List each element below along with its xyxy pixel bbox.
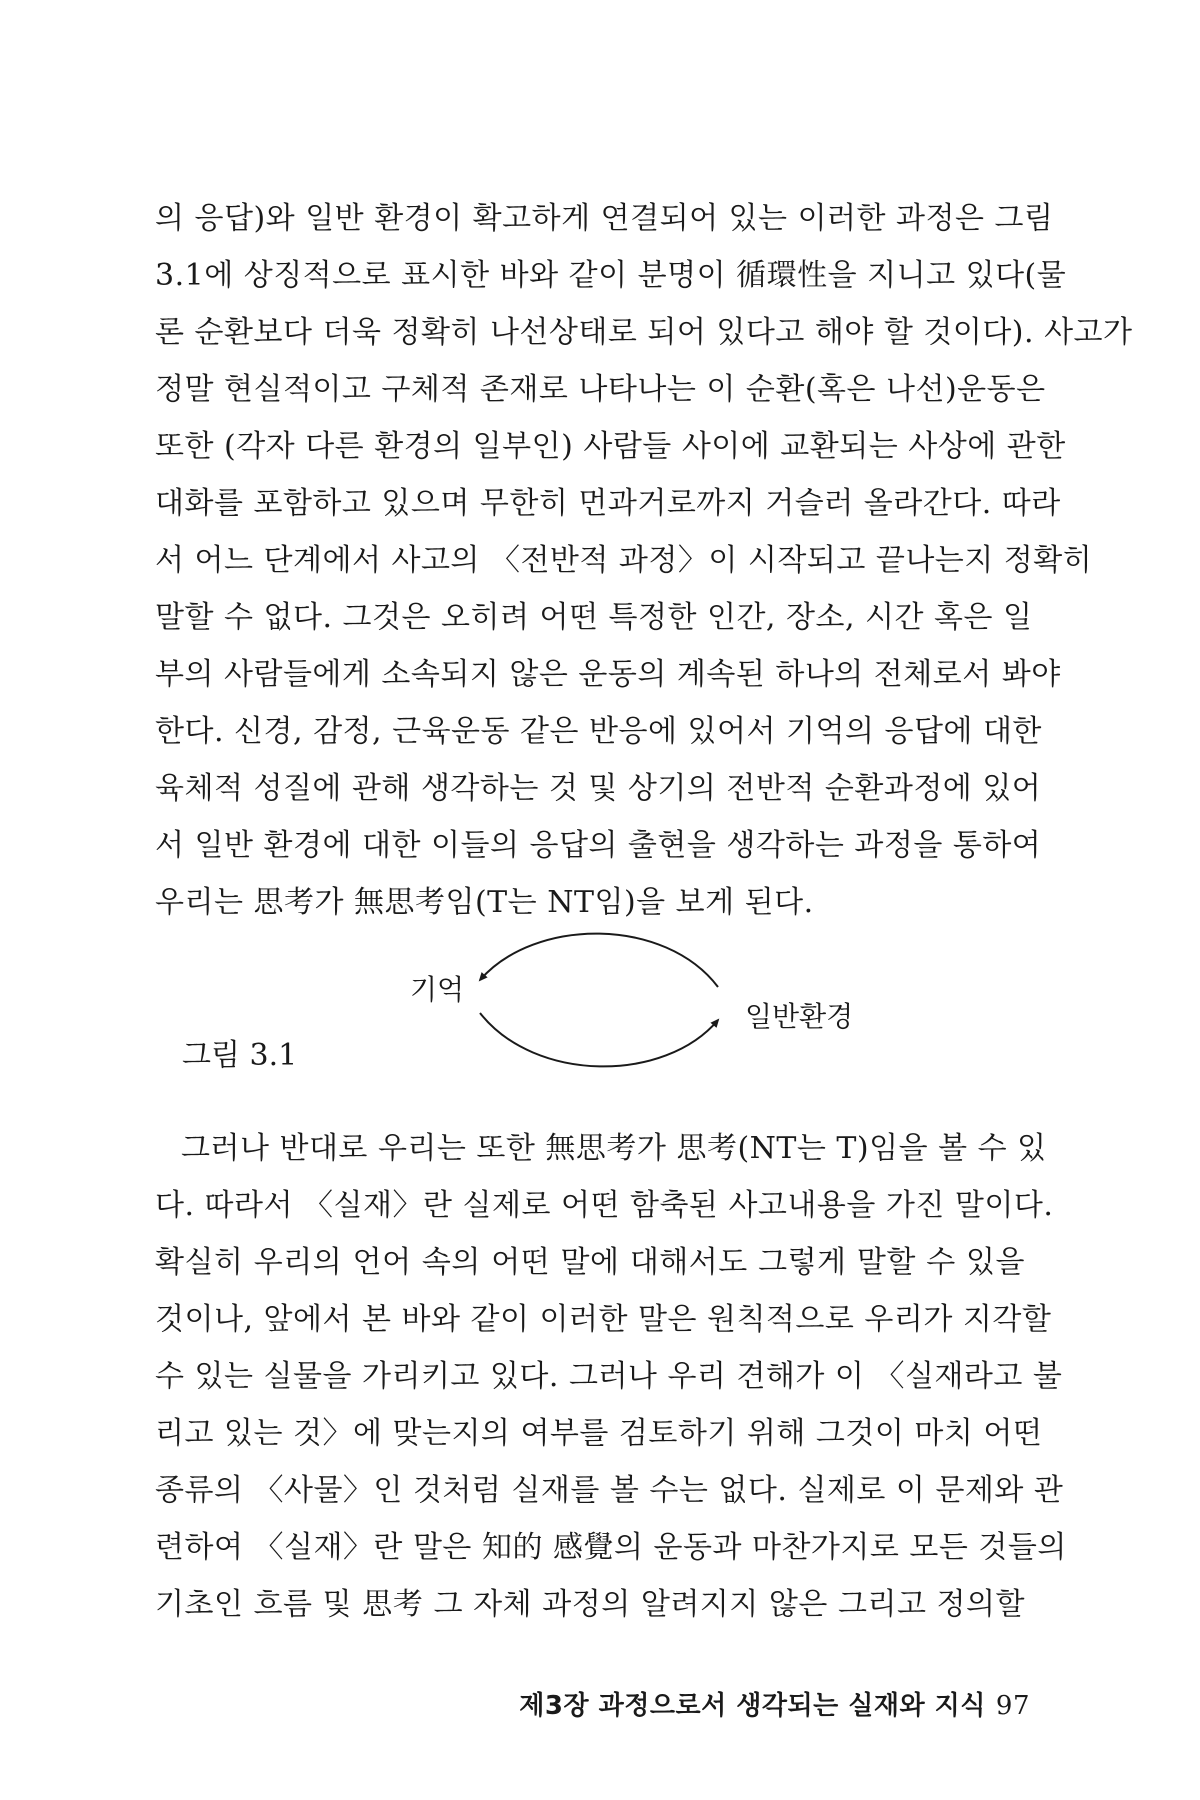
figure-caption: 그림 3.1 xyxy=(182,1038,298,1073)
text-line: 련하여 〈실재〉란 말은 知的 感覺의 운동과 마찬가지로 모든 것들의 xyxy=(155,1530,1067,1565)
text-line: 론 순환보다 더욱 정확히 나선상태로 되어 있다고 해야 할 것이다). 사고가 xyxy=(155,315,1133,350)
paragraph-2 xyxy=(155,1120,1067,1633)
text-line: 수 있는 실물을 가리키고 있다. 그러나 우리 견해가 이 〈실재라고 불 xyxy=(155,1359,1063,1394)
text-line: 말할 수 없다. 그것은 오히려 어떤 특정한 인간, 장소, 시간 혹은 일 xyxy=(155,600,1033,635)
text-line: 리고 있는 것〉에 맞는지의 여부를 검토하기 위해 그것이 마치 어떤 xyxy=(155,1416,1043,1451)
text-line: 육체적 성질에 관해 생각하는 것 및 상기의 전반적 순환과정에 있어 xyxy=(155,771,1042,806)
text-line: 정말 현실적이고 구체적 존재로 나타나는 이 순환(혹은 나선)운동은 xyxy=(155,372,1046,407)
text-line: 종류의 〈사물〉인 것처럼 실재를 볼 수는 없다. 실제로 이 문제와 관 xyxy=(155,1473,1064,1508)
figure-label-environment: 일반환경 xyxy=(745,1000,854,1033)
text-line: 의 응답)와 일반 환경이 확고하게 연결되어 있는 이러한 과정은 그림 xyxy=(155,201,1054,236)
chapter-title: 제3장 과정으로서 생각되는 실재와 지식 xyxy=(519,1691,986,1721)
figure-3-1 xyxy=(0,900,1200,1100)
text-line: 우리는 思考가 無思考임(T는 NT임)을 보게 된다. xyxy=(155,885,814,920)
lower-arrow xyxy=(480,1013,718,1066)
text-line: 다. 따라서 〈실재〉란 실제로 어떤 함축된 사고내용을 가진 말이다. xyxy=(155,1188,1054,1223)
text-line: 대화를 포함하고 있으며 무한히 먼과거로까지 거슬러 올라간다. 따라 xyxy=(155,486,1061,521)
figure-label-memory: 기억 xyxy=(410,973,465,1006)
paragraph-1 xyxy=(155,190,1133,931)
text-line: 확실히 우리의 언어 속의 어떤 말에 대해서도 그렇게 말할 수 있을 xyxy=(155,1245,1025,1280)
cycle-diagram xyxy=(460,925,740,1075)
text-line: 것이나, 앞에서 본 바와 같이 이러한 말은 원칙적으로 우리가 지각할 xyxy=(155,1302,1052,1337)
running-footer xyxy=(519,1685,1030,1722)
text-line: 서 어느 단계에서 사고의 〈전반적 과정〉이 시작되고 끝나는지 정확히 xyxy=(155,543,1093,578)
text-line: 서 일반 환경에 대한 이들의 응답의 출현을 생각하는 과정을 통하여 xyxy=(155,828,1042,863)
upper-arrow xyxy=(480,934,718,987)
text-line: 또한 (각자 다른 환경의 일부인) 사람들 사이에 교환되는 사상에 관한 xyxy=(155,429,1066,464)
text-line: 부의 사람들에게 소속되지 않은 운동의 계속된 하나의 전체로서 봐야 xyxy=(155,657,1061,692)
text-line: 그러나 반대로 우리는 또한 無思考가 思考(NT는 T)임을 볼 수 있 xyxy=(181,1131,1047,1166)
text-line: 기초인 흐름 및 思考 그 자체 과정의 알려지지 않은 그리고 정의할 xyxy=(155,1587,1025,1622)
text-line: 3.1에 상징적으로 표시한 바와 같이 분명이 循環性을 지니고 있다(물 xyxy=(155,258,1067,293)
page-number: 97 xyxy=(995,1691,1030,1721)
text-line: 한다. 신경, 감정, 근육운동 같은 반응에 있어서 기억의 응답에 대한 xyxy=(155,714,1042,749)
